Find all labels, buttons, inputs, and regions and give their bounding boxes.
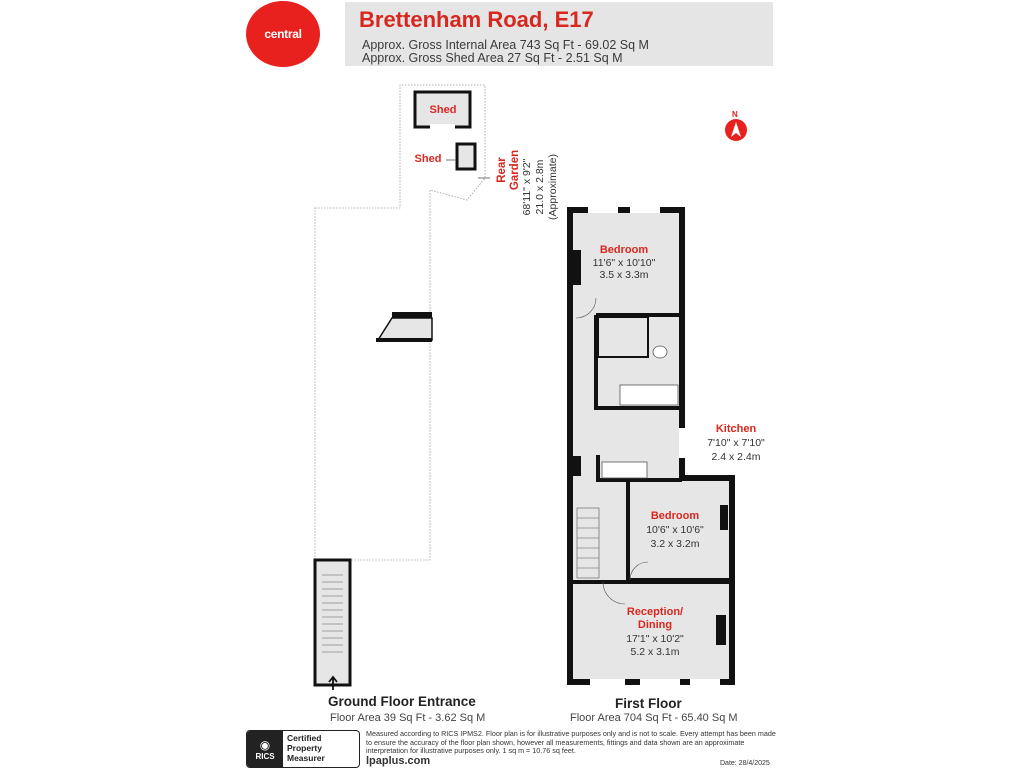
ground-floor-entrance: [315, 560, 350, 690]
plan-date: Date: 28/4/2025: [720, 760, 770, 767]
garden-label-rear: Rear: [496, 157, 508, 183]
shed-label-2: Shed: [414, 153, 442, 165]
badge-line-1: Certified: [287, 733, 322, 743]
shed-area-text: Approx. Gross Shed Area 27 Sq Ft - 2.51 Sq M: [362, 51, 623, 65]
ground-floor-name: Ground Floor Entrance: [328, 694, 476, 709]
shed-2: [446, 144, 475, 169]
rics-badge: [246, 730, 360, 768]
garden-step: [376, 312, 432, 342]
website-link[interactable]: lpaplus.com: [366, 755, 431, 767]
reception-label-line2: Dining: [637, 619, 673, 631]
logo-text: central: [264, 27, 302, 41]
bedroom-2-dim-metric: 3.2 x 3.2m: [650, 538, 700, 550]
kitchen-dim-imperial: 7'10" x 7'10": [707, 437, 765, 449]
property-title: Brettenham Road, E17: [359, 7, 594, 32]
garden-dim-imperial: 68'11" x 9'2": [521, 158, 533, 216]
internal-area-text: Approx. Gross Internal Area 743 Sq Ft - 69.02 Sq M: [362, 38, 649, 52]
garden-dim-metric: 21.0 x 2.8m: [534, 159, 546, 215]
reception-dim-metric: 5.2 x 3.1m: [630, 646, 680, 658]
badge-line-2: Property: [287, 743, 322, 753]
garden-dims-group: [521, 139, 563, 235]
bedroom-1-dim-metric: 3.5 x 3.3m: [599, 269, 649, 281]
bedroom-1-dim-imperial: 11'6" x 10'10": [592, 257, 656, 269]
first-floor-name: First Floor: [615, 696, 682, 711]
bedroom-1-label: Bedroom: [599, 244, 649, 256]
reception-dim-imperial: 17'1" x 10'2": [626, 633, 684, 645]
shed-label-1: Shed: [429, 104, 457, 116]
rics-emblem-icon: ◉: [259, 737, 271, 752]
kitchen-label: Kitchen: [715, 423, 757, 435]
compass-label: N: [732, 110, 738, 119]
north-arrow-icon: [725, 119, 747, 141]
badge-line-3: Measurer: [287, 753, 325, 763]
rics-logo: [247, 731, 283, 767]
ground-floor-area: Floor Area 39 Sq Ft - 3.62 Sq M: [330, 712, 486, 724]
bedroom-2-dim-imperial: 10'6" x 10'6": [646, 524, 704, 536]
disclaimer-text: Measured according to RICS IPMS2. Floor plan is for illustrative purposes only and is not to scale. Every attempt has been made to ensure the accuracy of the floor plan shown, however all measurements, fittings and data shown are an approximate interpretation for illustrative purposes only. 1 sq m = 10.76 sq feet.: [366, 729, 776, 756]
rics-text: RICS: [255, 751, 275, 761]
garden-dim-note: (Approximate): [547, 154, 559, 220]
rics-badge-text: [283, 731, 359, 767]
kitchen-dim-metric: 2.4 x 2.4m: [711, 451, 761, 463]
first-floor-area: Floor Area 704 Sq Ft - 65.40 Sq M: [570, 712, 738, 724]
reception-label-line1: Reception/: [626, 606, 684, 618]
bedroom-2-label: Bedroom: [650, 510, 700, 522]
garden-label-garden: Garden: [509, 149, 521, 191]
